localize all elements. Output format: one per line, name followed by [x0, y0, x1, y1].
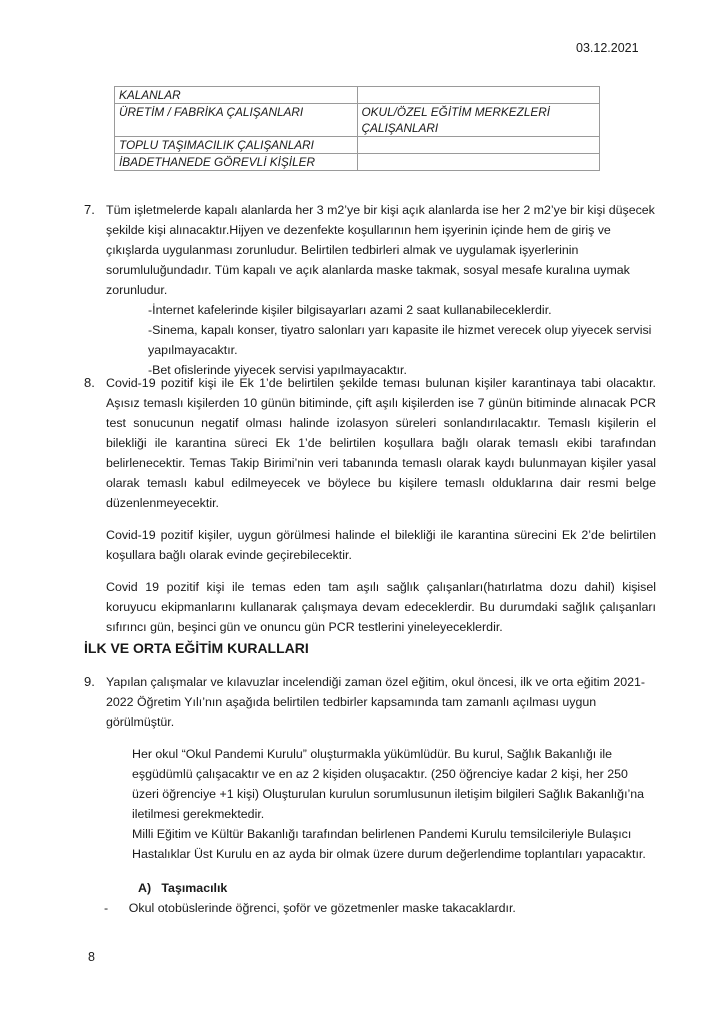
item-paragraph: Covid 19 pozitif kişi ile temas eden tam aşılı sağlık çalışanları(hatırlatma dozu dahil) kişisel koruyucu ekipmanlarını kullanarak çalışmaya devam edeceklerdir. Bu durumdaki sağlık çalışanları sıfırıncı gün, beşinci gün ve onuncu gün PCR testlerini yineleyeceklerdir.	[106, 580, 656, 634]
table-cell: KALANLAR	[115, 87, 358, 104]
table-cell: OKUL/ÖZEL EĞİTİM MERKEZLERİ ÇALIŞANLARI	[357, 104, 600, 137]
subsection-name: Taşımacılık	[161, 881, 228, 895]
table-cell: TOPLU TAŞIMACILIK ÇALIŞANLARI	[115, 137, 358, 154]
table-cell	[357, 137, 600, 154]
table-cell	[357, 154, 600, 171]
item-number: 7.	[84, 202, 95, 217]
category-table	[114, 86, 600, 171]
table-cell: İBADETHANEDE GÖREVLİ KİŞİLER	[115, 154, 358, 171]
table-cell: ÜRETİM / FABRİKA ÇALIŞANLARI	[115, 104, 358, 137]
item-text: Yapılan çalışmalar ve kılavuzlar incelendiği zaman özel eğitim, okul öncesi, ilk ve orta eğitim 2021-2022 Öğretim Yılı’nın aşağıda belirtilen tedbirler kapsamında tam zamanlı açılması uygun görülmüştür.	[106, 675, 646, 729]
sub-item: -İnternet kafelerinde kişiler bilgisayarları azami 2 saat kullanabileceklerdir.	[148, 303, 552, 317]
item-paragraph: Covid-19 pozitif kişi ile Ek 1’de belirtilen şekilde teması bulunan kişiler karantinaya tabi olacaktır. Aşısız temaslı kişilerden 10 günün bitiminde, çift aşılı kişilerden ise 7 günün bitiminde alınacak PCR test sonucunun negatif olması halinde izolasyon süreleri sonlandırılacaktır. Temaslı kişilerin el bilekliği ile karantina süreci Ek 1’de belirtilen koşullara bağlı olarak temaslı ekibi tarafından belirlenecektir. Temas Takip Birimi’nin veri tabanında temaslı olarak kaydı bulunmayan kişiler yasal olarak temaslı kabul edilmeyecek ve böylece bu kişilere temaslı olduklarına dair resmi belge düzenlenmeyecektir.	[106, 376, 656, 510]
subsection-title	[138, 878, 656, 898]
item-paragraph: Milli Eğitim ve Kültür Bakanlığı tarafından belirlenen Pandemi Kurulu temsilcileriyle Bulaşıcı Hastalıklar Üst Kurulu en az ayda bir olmak üzere durum değerlendime toplantıları yapacaktır.	[132, 827, 646, 861]
sub-item: -Sinema, kapalı konser, tiyatro salonları yarı kapasite ile hizmet verecek olup yiyecek servisi yapılmayacaktır.	[148, 323, 652, 357]
sub-item: -Bet ofislerinde yiyecek servisi yapılmayacaktır.	[148, 363, 407, 377]
item-text: Tüm işletmelerde kapalı alanlarda her 3 m2’ye bir kişi açık alanlarda ise her 2 m2’ye bir kişi düşecek şekilde kişi alınacaktır.Hijyen ve dezenfekte koşullarının hem işyerinin içinde hem de giriş ve çıkışlarda uygulanması zorunludur. Belirtilen tedbirleri almak ve uygulamak işyerlerinin sorumluluğundadır. Tüm kapalı ve açık alanlarda maske takmak, sosyal mesafe kuralına uymak zorunludur.	[106, 203, 655, 297]
bullet-text: Okul otobüslerinde öğrenci, şoför ve gözetmenler maske takacaklardır.	[128, 901, 516, 915]
header-date: 03.12.2021	[576, 41, 639, 55]
item-paragraph: Covid-19 pozitif kişiler, uygun görülmesi halinde el bilekliği ile karantina sürecini Ek 2’de belirtilen koşullara bağlı olarak evinde geçirebilecektir.	[106, 528, 656, 562]
table-row	[115, 87, 600, 104]
item-number: 8.	[84, 375, 95, 390]
bullet-item	[104, 898, 656, 918]
subsection-label: A)	[138, 881, 152, 895]
table-row	[115, 137, 600, 154]
item-8	[84, 373, 656, 637]
table-cell	[357, 87, 600, 104]
item-number: 9.	[84, 674, 95, 689]
section-heading: İLK VE ORTA EĞİTİM KURALLARI	[84, 640, 309, 656]
item-9	[84, 672, 656, 918]
table-row	[115, 154, 600, 171]
table-row	[115, 104, 600, 137]
bullet-marker: -	[104, 901, 109, 915]
page-number: 8	[88, 950, 95, 964]
item-7	[84, 200, 656, 380]
item-paragraph: Her okul “Okul Pandemi Kurulu” oluşturmakla yükümlüdür. Bu kurul, Sağlık Bakanlığı ile eşgüdümlü çalışacaktır ve en az 2 kişiden oluşacaktır. (250 öğrenciye kadar 2 kişi, her 250 üzeri öğrenciye +1 kişi) Oluşturulan kurulun sorumlusunun iletişim bilgileri Sağlık Bakanlığı’na iletilmesi gerekmektedir.	[132, 747, 645, 821]
